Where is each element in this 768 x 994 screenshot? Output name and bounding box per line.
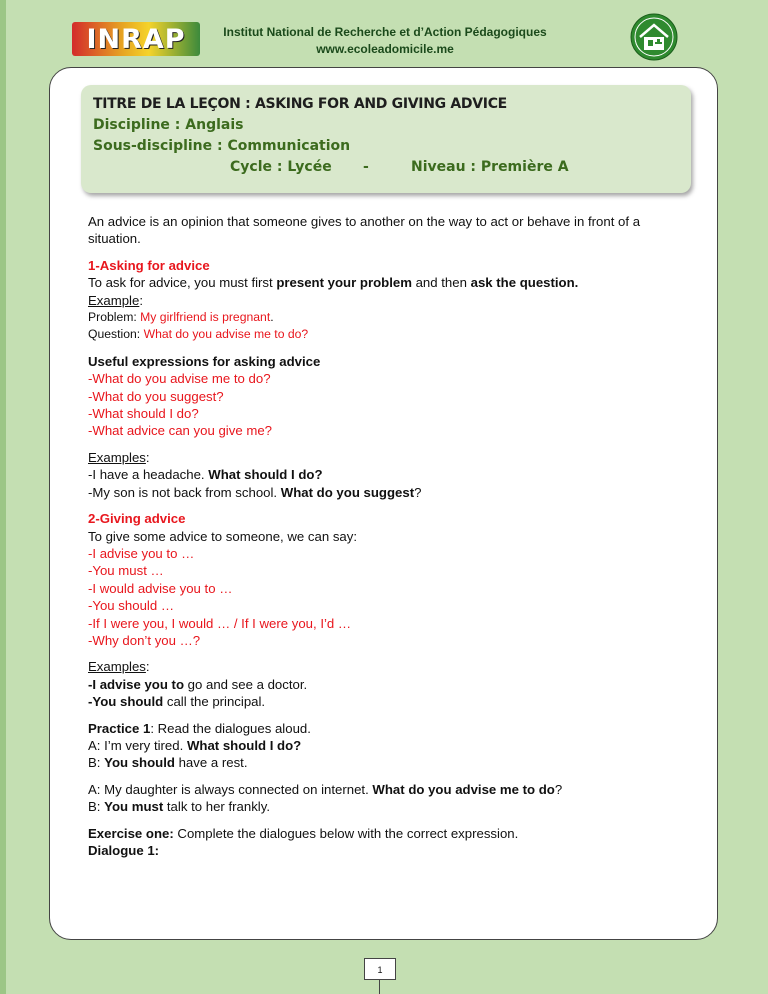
problem-line: Problem: My girlfriend is pregnant. [88,310,274,325]
s1-text-a: To ask for advice, you must first [88,275,277,291]
ask-example-2: -My son is not back from school. What do you suggest? [88,484,422,500]
problem-value: My girlfriend is pregnant [140,310,271,325]
intro-paragraph: An advice is an opinion that someone gives to another on the way to act or behave in front of a situation. [88,214,641,247]
level: Niveau : Première A [411,159,569,175]
inrap-logo [72,22,200,56]
ask-expression: -What should I do? [88,406,199,422]
dialogue-line: B: You must talk to her frankly. [88,799,270,815]
lesson-title-box [81,85,691,193]
ask-expression: -What advice can you give me? [88,423,272,439]
exercise-label: Exercise one: [88,825,174,841]
give-example-2: -You should call the principal. [88,694,266,710]
examples1-label-line: Examples: [88,449,150,465]
dialogue-line: B: You should have a rest. [88,755,248,771]
give-expression: -Why don’t you …? [88,632,201,648]
lesson-content [88,213,688,859]
cycle-level-row [93,157,679,178]
ask-expression: -What do you advise me to do? [88,371,271,387]
give-expression: -If I were you, I would … / If I were you, I’d … [88,615,352,631]
examples1-label: Examples [88,449,146,465]
discipline: Discipline : Anglais [93,117,244,133]
section2-heading: 2-Giving advice [88,511,186,527]
institute-header [210,24,560,58]
page-header [0,0,768,62]
exercise-instruction: Complete the dialogues below with the correct expression. [173,825,519,841]
exercise-line [88,825,688,842]
problem-label: Problem: [88,310,141,325]
practice-instruction: : Read the dialogues aloud. [150,720,311,736]
s1-text-d: ask the question. [470,275,579,291]
page-left-edge [0,0,6,994]
practice-label: Practice 1 [88,720,151,736]
separator: - [363,159,369,175]
dialogue-line: A: My daughter is always connected on internet. What do you advise me to do? [88,781,563,797]
example-label: Example [88,292,140,308]
examples2-label-line: Examples: [88,659,150,675]
example-label-line: Example: [88,292,143,308]
sub-discipline: Sous-discipline : Communication [93,138,351,154]
give-example-1: -I advise you to go and see a doctor. [88,676,308,692]
lesson-title: TITRE DE LA LEÇON : ASKING FOR AND GIVING ADVICE [93,96,507,112]
ask-expression: -What do you suggest? [88,388,224,404]
question-line [88,326,688,343]
website-url: www.ecoleadomicile.me [316,42,454,56]
dialogue1-label: Dialogue 1: [88,843,160,858]
useful-expressions-heading: Useful expressions for asking advice [88,353,321,369]
practice-line [88,720,688,737]
page-number-tick [379,980,380,994]
give-expression: -I would advise you to … [88,580,233,596]
institute-name: Institut National de Recherche et d’Action Pédagogiques [223,25,547,39]
question-value: What do you advise me to do? [143,327,309,342]
inrap-logo-text: INRAP [86,23,186,55]
dialogue-line: A: I’m very tired. What should I do? [88,737,302,753]
give-expression: -You must … [88,563,164,579]
question-label: Question: [88,327,144,342]
page-number: 1 [364,958,396,980]
ask-example-1: -I have a headache. What should I do? [88,467,323,483]
cycle: Cycle : Lycée [230,159,332,175]
give-expression: -You should … [88,598,175,614]
examples2-label: Examples [88,659,146,675]
s1-text-b: present your problem [276,275,412,291]
section2-intro: To give some advice to someone, we can say: [88,528,358,544]
section1-heading: 1-Asking for advice [88,257,210,273]
give-expression: -I advise you to … [88,545,195,561]
s1-text-c: and then [411,275,471,291]
section1-text [88,274,688,291]
school-house-logo-icon [630,13,678,61]
